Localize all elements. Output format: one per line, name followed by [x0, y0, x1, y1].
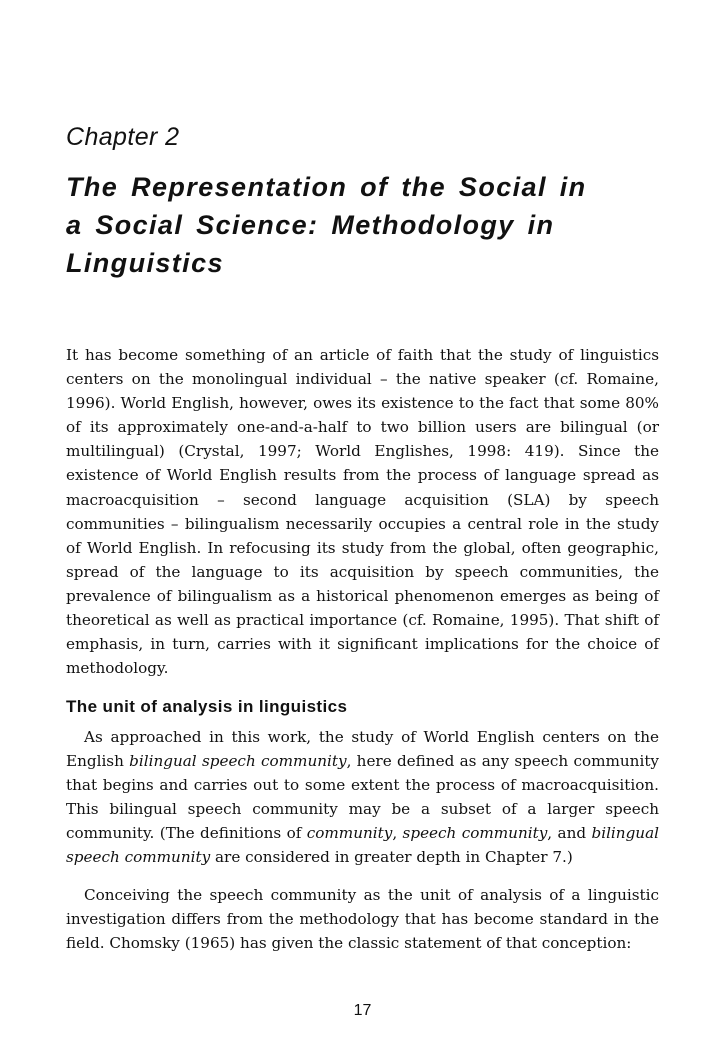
term-speech-community: speech community — [402, 824, 548, 843]
chapter-title-line-3: Linguistics — [66, 248, 224, 278]
paragraph-text: , and — [547, 824, 592, 843]
chapter-title-line-1: The Representation of the Social in — [66, 172, 587, 202]
chapter-label: Chapter 2 — [66, 123, 180, 151]
chapter-title — [66, 168, 659, 282]
page-number: 17 — [353, 1002, 372, 1019]
intro-paragraph: It has become something of an article of faith that the study of linguistics centers on the monolingual individual – the native speaker (cf. Romaine, 1996). World English, however, owes its existence to the fact that some 80% of its approximately one-and-a-half to two billion users are bilingual (or multilingual) (Crystal, 1997; World Englishes, 1998: 419). Since the existence of World English results from the process of language spread as macroacquisition – second language acquisition (SLA) by speech communities – bilingualism necessarily occupies a central role in the study of World English. In refocusing its study from the global, often geographic, spread of the language to its acquisition by speech communities, the prevalence of bilingualism as a historical phenomenon emerges as being of theoretical as well as practical importance (cf. Romaine, 1995). That shift of emphasis, in turn, carries with it significant implications for the choice of methodology. — [66, 346, 659, 678]
term-community: community — [306, 824, 393, 843]
paragraph-text: As approached in this work, the study of World English centers on the English — [66, 728, 659, 771]
term-bilingual-speech-community: bilingual speech community — [66, 824, 659, 867]
section-heading: The unit of analysis in linguistics — [66, 697, 348, 716]
paragraph-text: are considered in greater depth in Chapter 7.) — [210, 848, 573, 867]
term-bilingual-speech-community: bilingual speech community — [129, 752, 347, 771]
book-page — [66, 0, 659, 1059]
paragraph-text: , — [392, 824, 403, 843]
section-paragraph-2: Conceiving the speech community as the unit of analysis of a linguistic investigation differs from the methodology that has become standard in the field. Chomsky (1965) has given the classic statement of that conception: — [66, 886, 659, 953]
chapter-title-line-2: a Social Science: Methodology in — [66, 210, 555, 240]
paragraph-text: , here defined as any speech community that begins and carries out to some extent the process of macroacquisition. This bilingual speech community may be a subset of a larger speech community. (The definitions of — [66, 752, 660, 843]
section-paragraph-1 — [66, 725, 659, 870]
